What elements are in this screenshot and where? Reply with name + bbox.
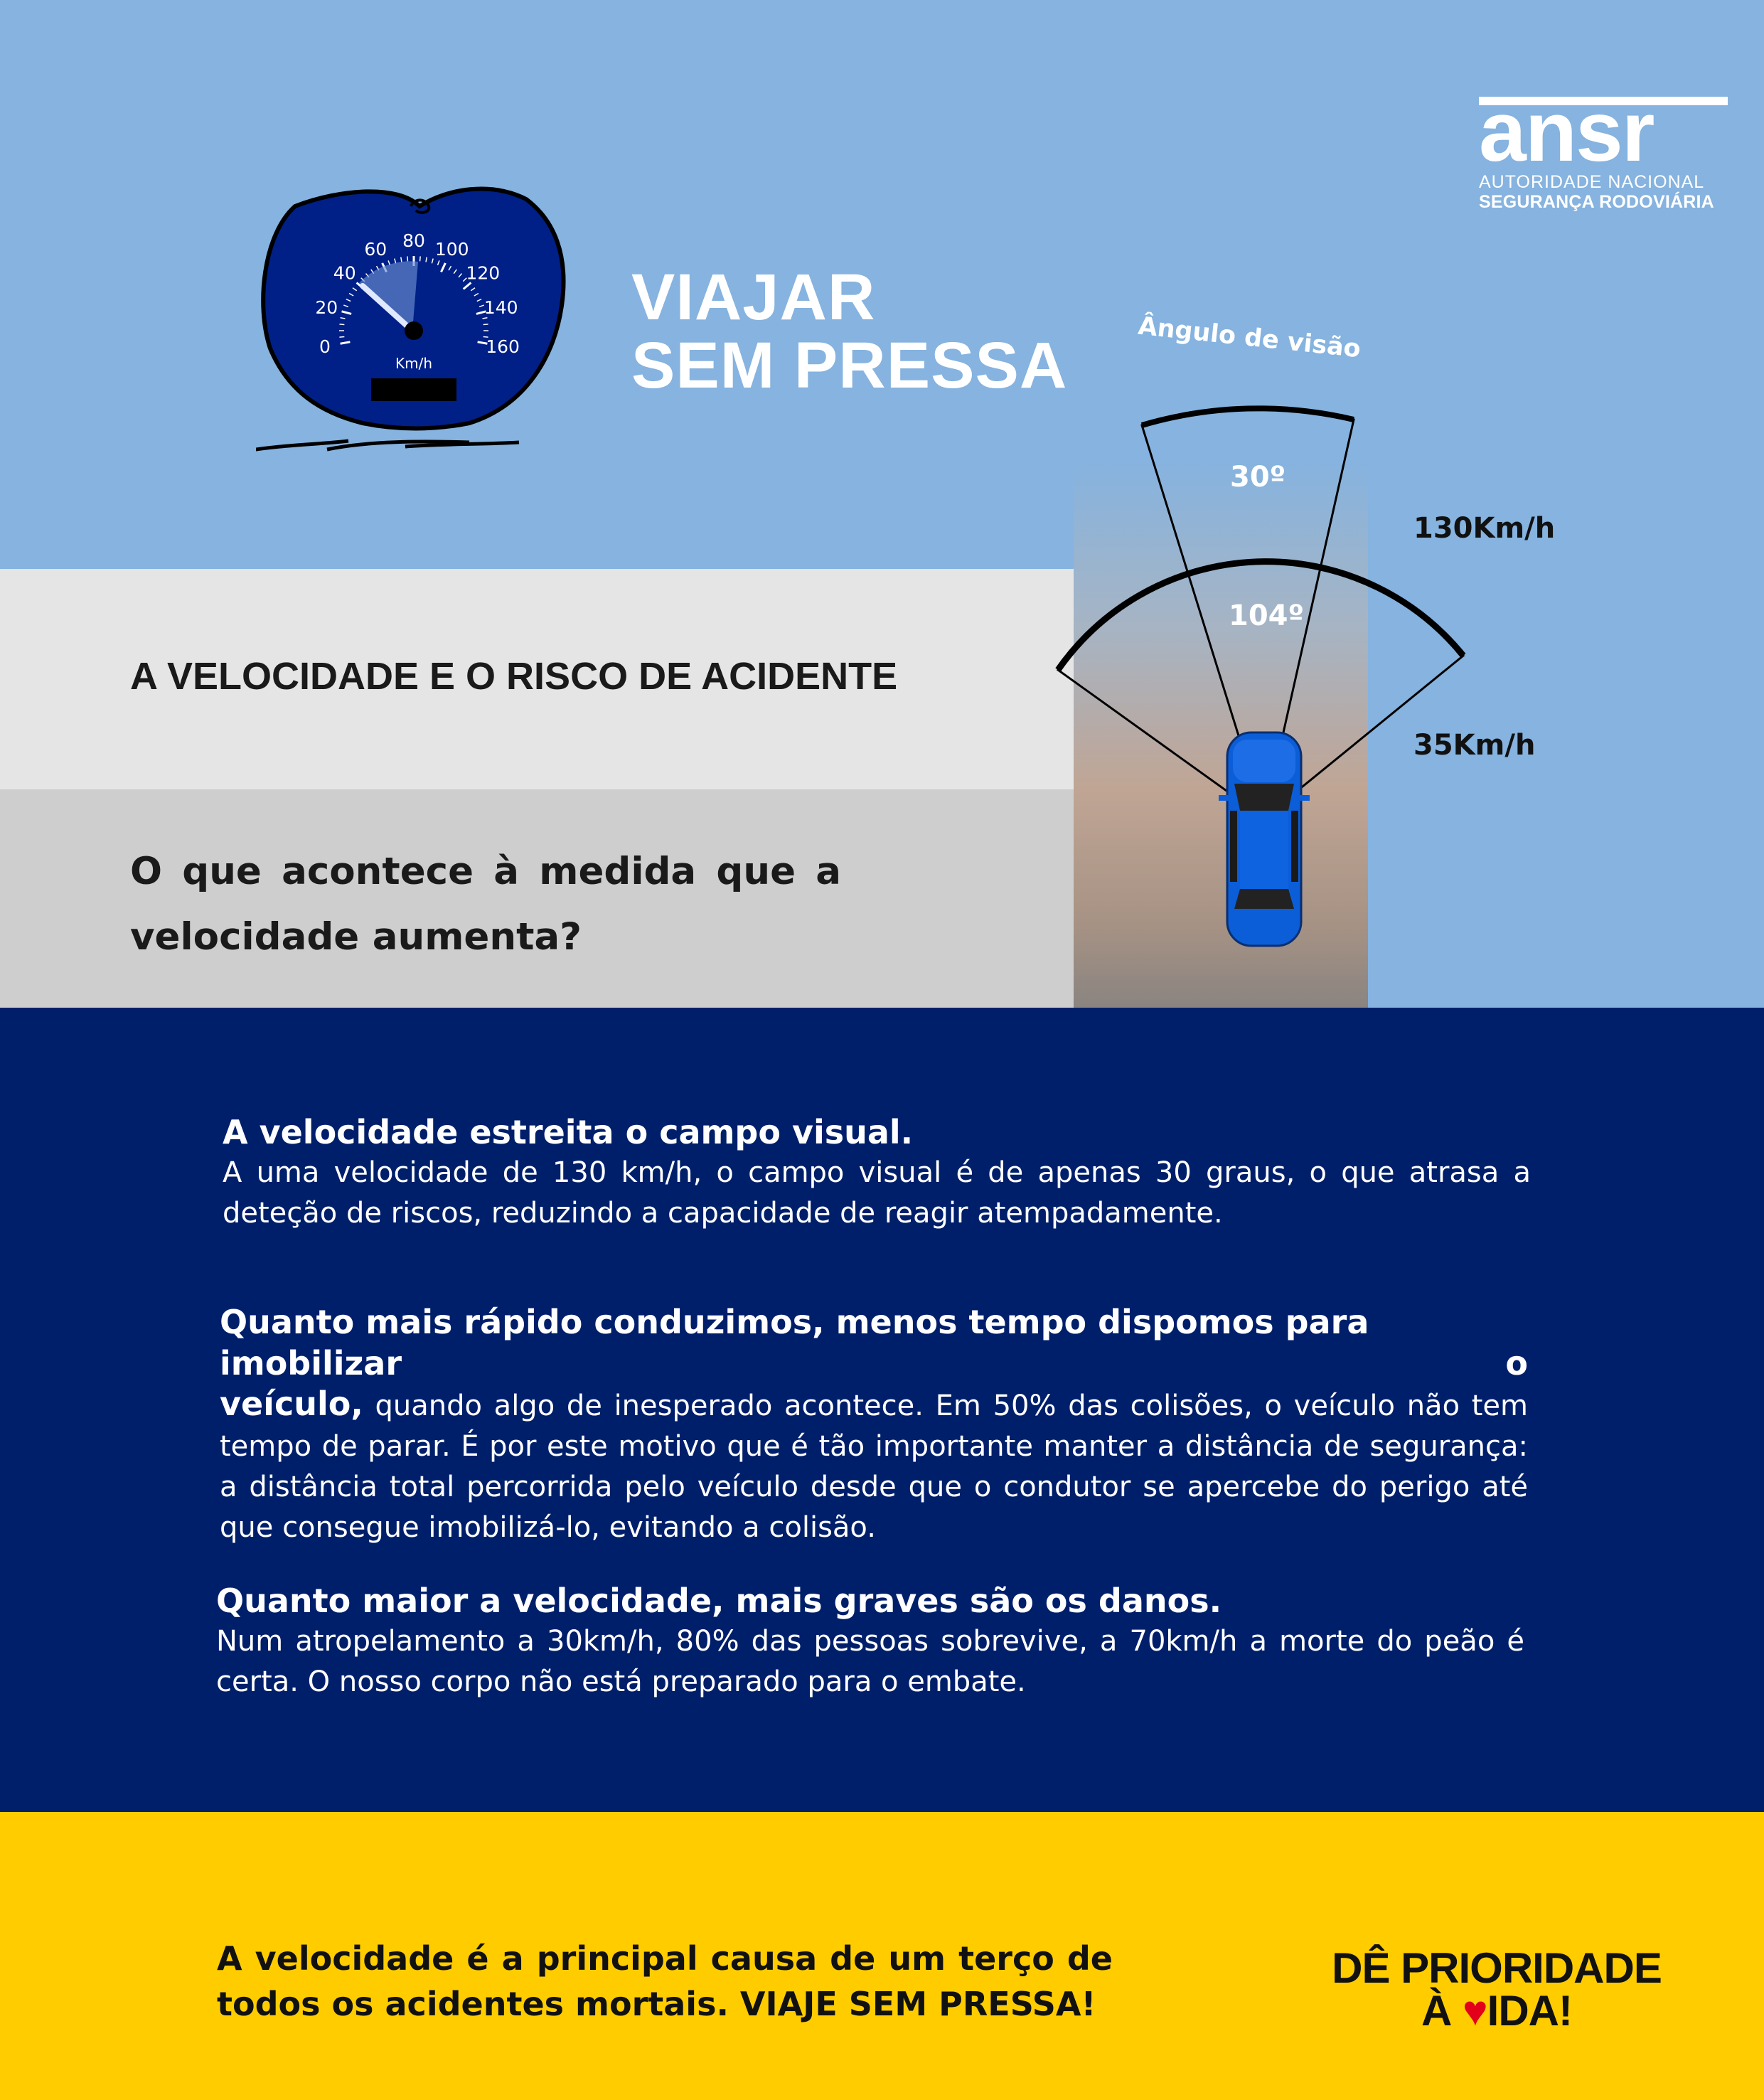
paragraph-1-text: A uma velocidade de 130 km/h, o campo visual é de apenas 30 graus, o que atrasa a deteção de riscos, reduzindo a capacidade de reagir atempadamente.: [223, 1156, 1531, 1230]
paragraph-3-text: Num atropelamento a 30km/h, 80% das pessoas sobrevive, a 70km/h a morte do peão é certa. O nosso corpo não está preparado para o embate.: [216, 1625, 1524, 1698]
logo-org-line1: AUTORIDADE NACIONAL: [1479, 172, 1705, 192]
dial-minor-tick: [483, 324, 488, 325]
narrow-angle-label: 30º: [1230, 461, 1286, 494]
paragraph-2-heading-end: veículo,: [220, 1385, 363, 1423]
question-line-2: velocidade aumenta?: [130, 915, 582, 959]
slogan-end: IDA!: [1487, 1987, 1572, 2035]
paragraph-2-text: [220, 1384, 1528, 1548]
car-illustration: [1219, 732, 1310, 946]
paragraph-damage: [216, 1580, 1524, 1702]
ansr-logo: [1458, 84, 1742, 220]
section-question: [130, 839, 841, 970]
paragraph-3-heading: Quanto maior a velocidade, mais graves são os danos.: [216, 1582, 1222, 1620]
paragraph-2-body: quando algo de inesperado acontece. Em 50% das colisões, o veículo não tem tempo de parar. É por este motivo que é tão importante manter a distância de segurança: a distância total percorrida pelo veículo desde que o condutor se apercebe do perigo até que consegue imobilizá-lo, evitando a colisão.: [220, 1390, 1528, 1544]
slogan-a: À: [1421, 1987, 1452, 2035]
paragraph-stopping: [220, 1301, 1528, 1548]
slogan-line-2: [1322, 1987, 1671, 2035]
paragraph-visual-field: [223, 1112, 1531, 1234]
needle-hub: [405, 321, 423, 340]
logo-org-line2: SEGURANÇA RODOVIÁRIA: [1479, 192, 1714, 212]
dial-minor-tick: [420, 256, 421, 261]
section-heading: A VELOCIDADE E O RISCO DE ACIDENTE: [130, 655, 898, 698]
footer-message: [217, 1936, 1113, 2027]
footer-line-1: A velocidade é a principal causa de um terço de: [217, 1939, 1113, 1978]
question-line-1: O que acontece à medida que a: [130, 850, 841, 893]
dial-label: 80: [402, 230, 425, 251]
speedometer-heart-illustration: [256, 178, 583, 462]
page-title: [631, 263, 1067, 400]
wide-angle-label: 104º: [1229, 599, 1305, 632]
title-line-1: VIAJAR: [631, 261, 876, 334]
dial-minor-tick: [339, 324, 344, 325]
narrow-vision-arc: [1142, 408, 1354, 425]
vision-angle-title: Ângulo de visão: [1136, 311, 1362, 364]
slogan-line-1: DÊ PRIORIDADE: [1332, 1944, 1662, 1992]
title-line-2: SEM PRESSA: [631, 329, 1068, 402]
campaign-slogan: [1322, 1944, 1671, 2035]
dial-label: 20: [315, 297, 338, 319]
heart-icon: ♥: [1463, 1987, 1487, 2035]
dial-label: 140: [483, 297, 518, 319]
dial-label: 100: [434, 238, 469, 260]
dial-label: 0: [319, 336, 331, 358]
dial-label: 60: [364, 238, 387, 260]
paragraph-1-heading: A velocidade estreita o campo visual.: [223, 1113, 914, 1151]
paragraph-2-heading: Quanto mais rápido conduzimos, menos tempo dispomos para imobilizar o: [220, 1303, 1528, 1382]
dial-label: 40: [333, 262, 356, 284]
high-speed-label: 130Km/h: [1413, 512, 1556, 545]
dial-label: 160: [486, 336, 520, 358]
dial-label: 120: [466, 262, 501, 284]
dial-minor-tick: [407, 256, 408, 261]
footer-line-2: todos os acidentes mortais. VIAJE SEM PRESSA!: [217, 1985, 1096, 2023]
low-speed-label: 35Km/h: [1413, 729, 1536, 762]
odometer-display: [371, 378, 456, 401]
logo-mark: ansr: [1479, 84, 1654, 179]
speed-unit: Km/h: [395, 355, 433, 372]
dial-minor-tick: [339, 337, 344, 338]
